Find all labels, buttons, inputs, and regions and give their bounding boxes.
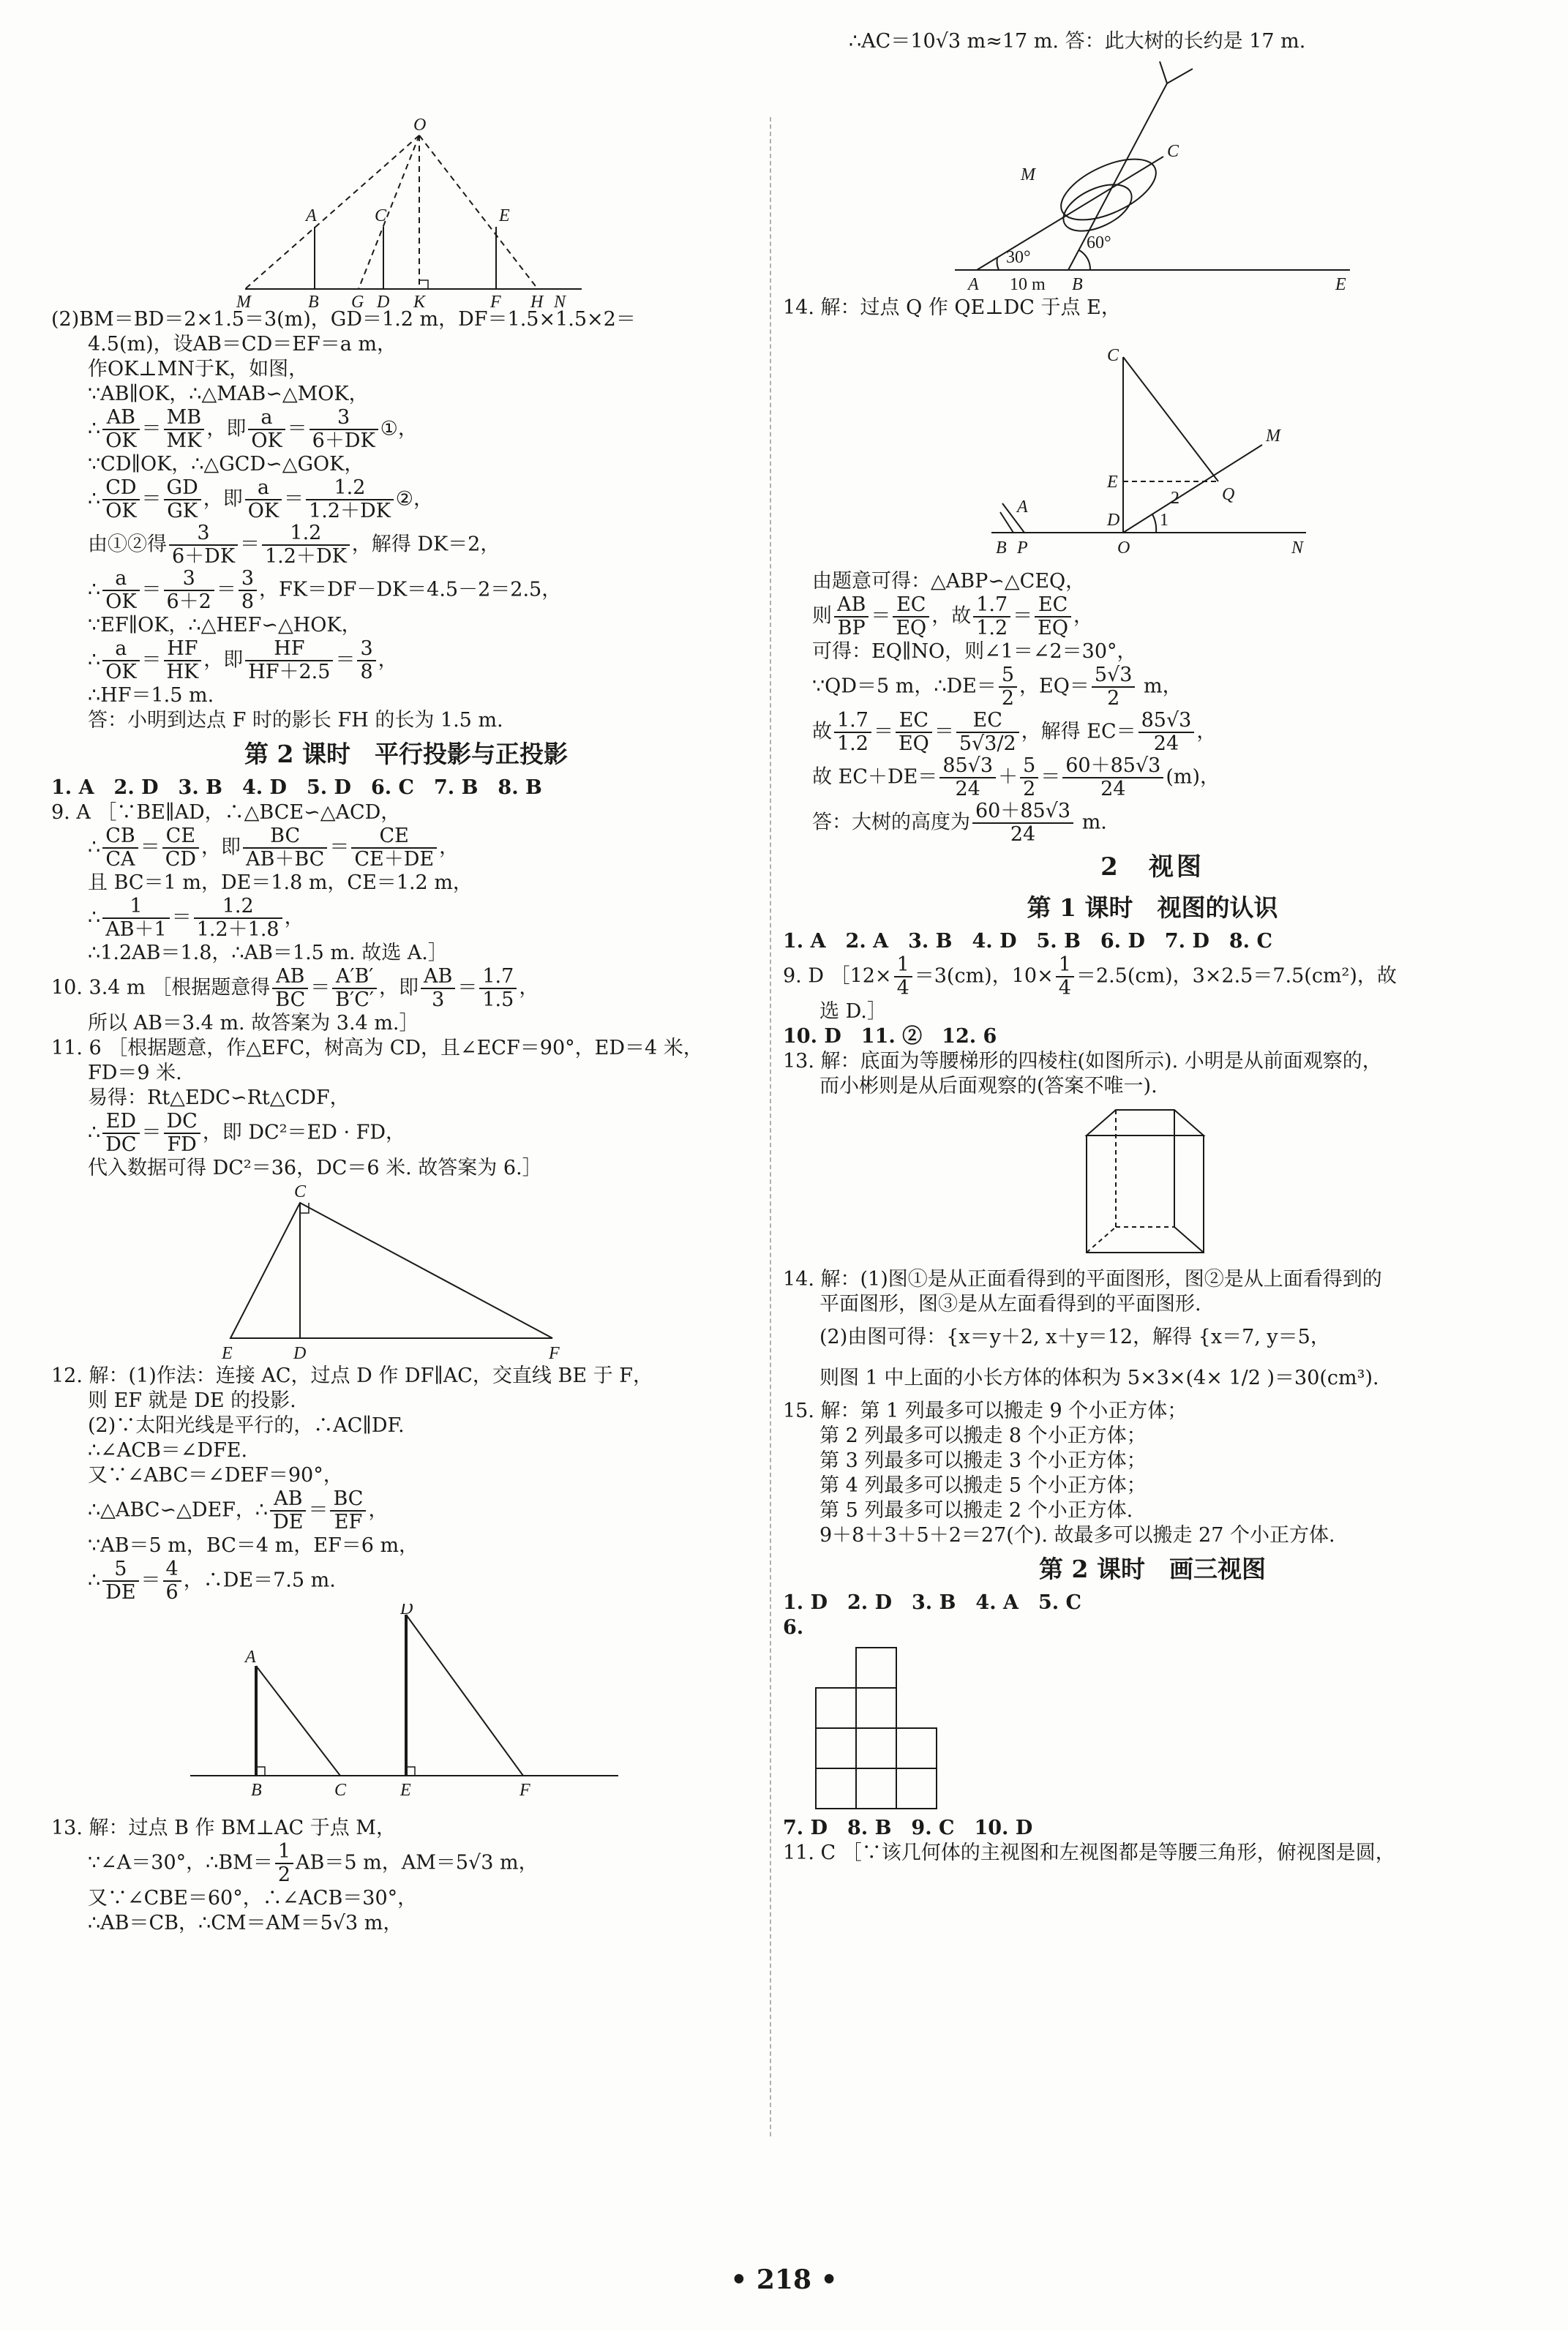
text-line: 又∵∠ABC＝∠DEF＝90°， [88, 1464, 343, 1487]
formula-line: ∵QD＝5 m，∴DE＝ $\frac{5}{2}$ ，EQ＝ $\frac{5√3}{2}$ m， [812, 664, 1182, 710]
svg-text:30°: 30° [1006, 248, 1031, 267]
svg-text:A: A [306, 206, 317, 225]
text-line: ∴AC＝10√3 m≈17 m. 答：此大树的长约是 17 m. [849, 30, 1306, 53]
svg-text:M: M [236, 293, 251, 307]
text-line: 14. 解：(1)图①是从正面看得到的平面图形，图②是从上面看得到的 [783, 1268, 1382, 1291]
right-column [783, 29, 1522, 1866]
formula-line: ∴ $\frac{CB}{CA}$ ＝ $\frac{CE}{CD}$ ，即 $\frac{BC}{AB+BC}$ ＝ $\frac{CE}{CE+DE}$ ， [88, 825, 459, 871]
answer-line: 1. A 2. D 3. B 4. D 5. D 6. C 7. B 8. B [51, 776, 542, 799]
formula-line: 则 $\frac{AB}{BP}$ ＝ $\frac{EC}{EQ}$ ，故 $\frac{1.7}{1.2}$ ＝ $\frac{EC}{EQ}$ ， [812, 593, 1094, 639]
fraction: $\frac{3}{8}$ [357, 638, 375, 683]
text-line: 作OK⊥MN于K，如图， [88, 358, 309, 380]
svg-text:B: B [308, 293, 319, 307]
formula-line: ∴ $\frac{1}{AB+1}$ ＝ $\frac{1.2}{1.2+1.8}$ ， [88, 895, 304, 941]
svg-text:G: G [351, 293, 364, 307]
svg-text:P: P [1017, 538, 1028, 558]
svg-text:D: D [293, 1344, 307, 1363]
fraction: $\frac{CD}{OK}$ [102, 477, 139, 522]
answer-line: 10. D 11. ② 12. 6 [783, 1025, 997, 1048]
text-line: ∴HF＝1.5 m. [88, 684, 214, 707]
text-line: 第 4 列最多可以搬走 5 个小正方体； [819, 1474, 1147, 1497]
formula-line: ∴ $\frac{ED}{DC}$ ＝ $\frac{DC}{FD}$ ，即 DC²＝ED · FD， [88, 1110, 406, 1156]
text-line: (2)∵太阳光线是平行的，∴AC∥DF. [88, 1414, 405, 1437]
text-line: ∵AB＝5 m，BC＝4 m，EF＝6 m， [88, 1534, 419, 1557]
fraction: $\frac{85√3}{24}$ [939, 755, 996, 800]
text-line: ∴AB＝CB，∴CM＝AM＝5√3 m， [88, 1912, 403, 1934]
fraction: $\frac{a}{OK}$ [102, 638, 139, 683]
svg-text:10 m: 10 m [1010, 275, 1046, 294]
text-line: 14. 解：过点 Q 作 QE⊥DC 于点 E， [783, 296, 1121, 319]
text-line: 9＋8＋3＋5＋2＝27(个). 故最多可以搬走 27 个小正方体. [819, 1524, 1335, 1547]
left-column [51, 110, 761, 1936]
svg-text:O: O [1117, 538, 1130, 558]
fraction: $\frac{EC}{EQ}$ [893, 594, 929, 639]
text-line: 13. 解：底面为等腰梯形的四棱柱(如图所示). 小明是从前面观察的， [783, 1050, 1382, 1073]
fraction: $\frac{EC}{EQ}$ [1035, 594, 1071, 639]
svg-text:C: C [1107, 346, 1119, 365]
svg-text:2: 2 [1171, 489, 1179, 508]
svg-text:C: C [294, 1182, 307, 1201]
section-heading: 2 视图 [1100, 852, 1204, 882]
formula-line: ∴ $\frac{CD}{OK}$ ＝ $\frac{GD}{GK}$ ，即 $\frac{a}{OK}$ ＝ $\frac{1.2}{1.2+DK}$ ②， [88, 476, 434, 522]
text-line: 所以 AB＝3.4 m. 故答案为 3.4 m.］ [88, 1012, 419, 1035]
formula-line: ∴ $\frac{a}{OK}$ ＝ $\frac{HF}{HK}$ ，即 $\frac{HF}{HF+2.5}$ ＝ $\frac{3}{8}$ ， [88, 637, 398, 683]
fraction: $\frac{AB}{OK}$ [102, 407, 139, 452]
text-line: 易得：Rt△EDC∽Rt△CDF， [88, 1086, 350, 1109]
fraction: $\frac{1.7}{1.5}$ [479, 966, 517, 1011]
answer-line: 9. A ［∵BE∥AD，∴△BCE∽△ACD， [51, 801, 401, 824]
fraction: $\frac{1.2}{1.2+1.8}$ [194, 896, 282, 941]
fraction: $\frac{BC}{EF}$ [330, 1488, 366, 1534]
formula-line: ∴△ABC∽△DEF，∴ $\frac{AB}{DE}$ ＝ $\frac{BC}{EF}$ ， [88, 1487, 389, 1534]
fraction: $\frac{1.7}{1.2}$ [834, 710, 871, 755]
text-line: 第 2 列最多可以搬走 8 个小正方体； [819, 1424, 1147, 1447]
fraction: $\frac{CE}{CE+DE}$ [351, 825, 437, 871]
text-line: 第 3 列最多可以搬走 3 个小正方体； [819, 1449, 1147, 1472]
svg-text:B: B [251, 1781, 262, 1800]
svg-text:E: E [1335, 275, 1346, 294]
text-line: 15. 解：第 1 列最多可以搬走 9 个小正方体； [783, 1400, 1188, 1422]
text-line: (2)由图可得：{x＝y＋2, x＋y＝12，解得 {x＝7, y＝5， [819, 1326, 1330, 1348]
formula-line: ∴ $\frac{5}{DE}$ ＝ $\frac{4}{6}$ ，∴DE＝7.5 m. [88, 1558, 336, 1604]
fraction: $\frac{ED}{DC}$ [102, 1111, 139, 1156]
svg-text:Q: Q [1222, 485, 1235, 504]
lesson-heading: 第 1 课时 视图的认识 [1027, 893, 1278, 922]
svg-text:D: D [400, 1604, 413, 1618]
fraction: $\frac{5}{2}$ [999, 664, 1017, 710]
fraction: $\frac{a}{OK}$ [248, 407, 285, 452]
fraction: $\frac{AB}{DE}$ [270, 1488, 306, 1534]
svg-text:E: E [222, 1344, 233, 1363]
svg-text:K: K [413, 293, 426, 307]
text-line: 由题意可得：△ABP∽△CEQ， [812, 570, 1086, 593]
text-line: 13. 解：过点 B 作 BM⊥AC 于点 M， [51, 1817, 396, 1839]
figure-parallel-projection [187, 1604, 626, 1816]
text-line: 且 BC＝1 m，DE＝1.8 m，CE＝1.2 m， [88, 871, 473, 894]
text-line: 平面图形，图③是从左面看得到的平面图形. [819, 1293, 1201, 1315]
svg-text:A: A [245, 1648, 256, 1667]
svg-text:1: 1 [1160, 511, 1169, 530]
formula-line: 9. D ［12× $\frac{1}{4}$ ＝3(cm)，10× $\frac{1}{4}$ ＝2.5(cm)，3×2.5＝7.5(cm²)，故 [783, 953, 1397, 999]
text-line: 可得：EQ∥NO，则∠1＝∠2＝30°， [812, 640, 1137, 663]
fraction: $\frac{AB}{BP}$ [834, 594, 869, 639]
svg-text:M: M [1266, 427, 1280, 446]
fraction: $\frac{CE}{CD}$ [162, 825, 199, 871]
page-number: • 218 • [730, 2264, 838, 2295]
text-line: 而小彬则是从后面观察的(答案不唯一). [819, 1075, 1158, 1097]
text-line: ∵CD∥OK，∴△GCD∽△GOK， [88, 453, 364, 476]
figure-light-projection-labels [236, 116, 567, 307]
svg-text:E: E [499, 206, 510, 225]
answer-line: 7. D 8. B 9. C 10. D [783, 1817, 1033, 1839]
lesson-heading: 第 2 课时 平行投影与正投影 [244, 740, 568, 768]
fraction: $\frac{1.2}{1.2+DK}$ [262, 522, 350, 568]
svg-text:D: D [1107, 511, 1120, 530]
text-line: 则 EF 就是 DE 的投影. [88, 1389, 296, 1412]
figure-light-projection [201, 110, 611, 307]
fraction: $\frac{MB}{MK}$ [164, 407, 205, 452]
svg-text:H: H [530, 293, 544, 307]
svg-text:F: F [490, 293, 501, 307]
answer-line: 1. A 2. A 3. B 4. D 5. B 6. D 7. D 8. C [783, 930, 1272, 953]
fraction: $\frac{1.7}{1.2}$ [973, 594, 1010, 639]
svg-text:B: B [996, 538, 1007, 558]
fraction: $\frac{1}{2}$ [275, 1841, 293, 1886]
fraction: $\frac{HF}{HK}$ [164, 638, 202, 683]
svg-text:E: E [400, 1781, 411, 1800]
fraction: $\frac{5}{2}$ [1020, 755, 1038, 800]
fraction: $\frac{60+85√3}{24}$ [1062, 755, 1163, 800]
text-line: ∵AB∥OK，∴△MAB∽△MOK， [88, 383, 369, 405]
svg-text:D: D [377, 293, 390, 307]
svg-text:N: N [1291, 538, 1304, 558]
figure-tree-slope [948, 54, 1357, 296]
svg-text:B: B [1072, 275, 1083, 294]
figure-prism [1057, 1099, 1248, 1267]
formula-line: ∵∠A＝30°，∴BM＝ $\frac{1}{2}$ AB＝5 m，AM＝5√3 m， [88, 1840, 539, 1886]
formula-line: 故 EC＋DE＝ $\frac{85√3}{24}$ ＋ $\frac{5}{2}$ ＝ $\frac{60+85√3}{24}$ (m)， [812, 754, 1220, 800]
svg-text:C: C [375, 206, 387, 225]
svg-text:N: N [554, 293, 566, 307]
answer-line: 1. D 2. D 3. B 4. A 5. C [783, 1591, 1082, 1614]
formula-line: 10. 3.4 m ［根据题意得 $\frac{AB}{BC}$ ＝ $\frac{A'B'}{B'C'}$ ，即 $\frac{AB}{3}$ ＝ $\frac{1.7}{1.5}$ ， [51, 965, 539, 1011]
svg-text:E: E [1107, 473, 1118, 492]
fraction: $\frac{3}{6+DK}$ [310, 407, 378, 452]
svg-text:A: A [968, 275, 979, 294]
text-line: ∴1.2AB＝1.8，∴AB＝1.5 m. 故选 A.］ [88, 942, 448, 964]
fraction: $\frac{AB}{BC}$ [272, 966, 308, 1011]
formula-line: 故 $\frac{1.7}{1.2}$ ＝ $\frac{EC}{EQ}$ ＝ $\frac{EC}{5√3/2}$ ，解得 EC＝ $\frac{85√3}{24}$ ， [812, 709, 1217, 755]
fraction: $\frac{3}{6+DK}$ [169, 522, 238, 568]
fraction: $\frac{CB}{CA}$ [102, 825, 138, 871]
fraction: $\frac{BC}{AB+BC}$ [243, 825, 327, 871]
fraction: $\frac{A'B'}{B'C'}$ [332, 966, 377, 1011]
fraction: $\frac{4}{6}$ [163, 1558, 181, 1604]
answer-line: 6. [783, 1616, 804, 1639]
fraction: $\frac{5√3}{2}$ [1092, 664, 1136, 710]
text-line: 则图 1 中上面的小长方体的体积为 5×3×(4× 1/2 )＝30(cm³). [819, 1367, 1379, 1389]
svg-text:A: A [1017, 498, 1028, 517]
svg-text:C: C [334, 1781, 347, 1800]
fraction: $\frac{60+85√3}{24}$ [972, 800, 1073, 846]
figure-right-triangle [216, 1181, 596, 1364]
text-line: ∴∠ACB＝∠DFE. [88, 1439, 248, 1462]
text-line: 12. 解：(1)作法：连接 AC，过点 D 作 DF∥AC，交直线 BE 于 F， [51, 1365, 653, 1387]
fraction: $\frac{EC}{5√3/2}$ [956, 710, 1019, 755]
formula-line: ∴ $\frac{AB}{OK}$ ＝ $\frac{MB}{MK}$ ，即 $\frac{a}{OK}$ ＝ $\frac{3}{6+DK}$ ①， [88, 406, 418, 452]
formula-line: 由①②得 $\frac{3}{6+DK}$ ＝ $\frac{1.2}{1.2+DK}$ ，解得 DK＝2， [88, 522, 500, 568]
fraction: $\frac{1}{AB+1}$ [102, 896, 170, 941]
fraction: $\frac{5}{DE}$ [102, 1558, 138, 1604]
formula-line: ∴ $\frac{a}{OK}$ ＝ $\frac{3}{6+2}$ ＝ $\frac{3}{8}$ ，FK＝DF－DK＝4.5－2＝2.5， [88, 567, 562, 613]
fraction: $\frac{1}{4}$ [894, 954, 912, 999]
text-line: 11. 6 ［根据题意，作△EFC，树高为 CD，且∠ECF＝90°，ED＝4 米， [51, 1037, 703, 1059]
svg-text:M: M [1021, 165, 1035, 184]
fraction: $\frac{3}{8}$ [239, 568, 257, 613]
fraction: $\frac{AB}{3}$ [421, 966, 455, 1011]
svg-text:F: F [549, 1344, 560, 1363]
fraction: $\frac{GD}{GK}$ [164, 477, 201, 522]
text-line: FD＝9 米. [88, 1062, 182, 1084]
svg-text:C: C [1167, 142, 1179, 161]
column-divider [770, 117, 771, 2136]
formula-line: 答：大树的高度为 $\frac{60+85√3}{24}$ m. [812, 800, 1107, 846]
text-line: 4.5(m)，设AB＝CD＝EF＝a m， [88, 333, 397, 356]
text-line: 又∵∠CBE＝60°，∴∠ACB＝30°， [88, 1887, 418, 1910]
svg-text:F: F [519, 1781, 530, 1800]
fraction: $\frac{HF}{HF+2.5}$ [245, 638, 333, 683]
text-line: (2)BM＝BD＝2×1.5＝3(m)，GD＝1.2 m，DF＝1.5×1.5×2＝ [51, 308, 636, 331]
fraction: $\frac{3}{6+2}$ [164, 568, 214, 613]
figure-three-view-grid [812, 1640, 959, 1816]
svg-text:O: O [413, 116, 427, 135]
fraction: $\frac{1}{4}$ [1056, 954, 1074, 999]
text-line: 选 D.］ [819, 1000, 887, 1023]
lesson-heading: 第 2 课时 画三视图 [1039, 1555, 1266, 1583]
text-line: 第 5 列最多可以搬走 2 个小正方体. [819, 1499, 1133, 1522]
text-line: ∵EF∥OK，∴△HEF∽△HOK， [88, 614, 361, 637]
figure-tree-shadow [984, 320, 1321, 569]
text-line: 代入数据可得 DC²＝36，DC＝6 米. 故答案为 6.］ [88, 1157, 542, 1179]
svg-text:60°: 60° [1087, 233, 1111, 252]
fraction: $\frac{85√3}{24}$ [1139, 710, 1195, 755]
fraction: $\frac{a}{OK}$ [102, 568, 139, 613]
text-line: 答：小明到达点 F 时的影长 FH 的长为 1.5 m. [88, 709, 503, 732]
fraction: $\frac{a}{OK}$ [245, 477, 282, 522]
fraction: $\frac{EC}{EQ}$ [896, 710, 932, 755]
fraction: $\frac{DC}{FD}$ [164, 1111, 200, 1156]
fraction: $\frac{1.2}{1.2+DK}$ [306, 477, 394, 522]
text-line: 11. C ［∵该几何体的主视图和左视图都是等腰三角形，俯视图是圆， [783, 1842, 1395, 1864]
